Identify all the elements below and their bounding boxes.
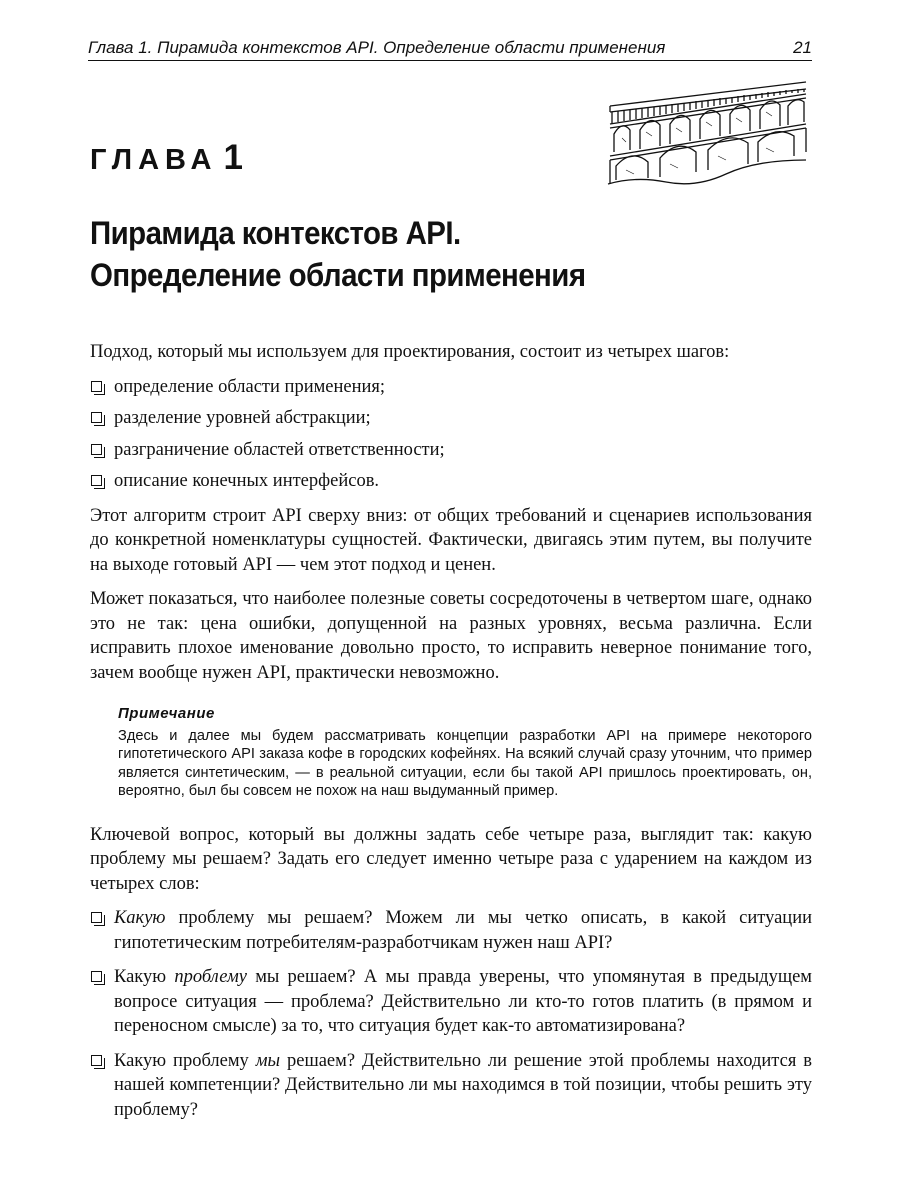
chapter-title-line1: Пирамида контекстов API. (90, 215, 461, 251)
list-item: описание конечных интерфейсов. (90, 469, 812, 494)
chapter-title-line2: Определение области применения (90, 257, 586, 293)
note-box (118, 705, 812, 801)
note-text: Здесь и далее мы будем рассматривать концепции разработки API на примере некоторого гипотетического API заказа кофе в городских кофейнях. На всякий случай сразу уточним, что пример является синтетическим, — в реальной ситуации, если бы такой API пришлось проектировать, он, вероятно, был бы совсем не похож на наш выдуманный пример. (118, 727, 812, 799)
note-heading: Примечание (118, 705, 215, 722)
checkbox-bullet-icon (91, 912, 102, 923)
paragraph-mistakes: Может показаться, что наиболее полезные советы сосредоточены в четвертом шаге, однако это не так: цена ошибки, допущенной на разных уровнях, весьма различна. Если исправить плохое именование довольно просто, то исправить неверное понимание того, зачем вообще нужен API, практически невозможно. (90, 589, 812, 683)
chapter-title (90, 212, 752, 296)
intro-paragraph: Подход, который мы используем для проектирования, состоит из четырех шагов: (90, 342, 730, 362)
checkbox-bullet-icon (91, 444, 102, 455)
checkbox-bullet-icon (91, 475, 102, 486)
checkbox-bullet-icon (91, 1055, 102, 1066)
list-item: Какую проблему мы решаем? Можем ли мы четко описать, в какой ситуации гипотетическим потребителям-разработчикам нужен наш API? (90, 906, 812, 955)
steps-list (90, 375, 812, 494)
aqueduct-illustration (606, 80, 812, 186)
chapter-word: ГЛАВА (90, 144, 218, 176)
checkbox-bullet-icon (91, 381, 102, 392)
paragraph-key-question: Ключевой вопрос, который вы должны задать себе четыре раза, выглядит так: какую проблему мы решаем? Задать его следует именно четыре раза с ударением на каждом из четырех слов: (90, 824, 812, 894)
running-title: Глава 1. Пирамида контекстов API. Определение области применения (88, 38, 666, 57)
body-text (90, 340, 812, 1132)
list-item: определение области применения; (90, 375, 812, 400)
list-item: разграничение областей ответственности; (90, 438, 812, 463)
list-item: разделение уровней абстракции; (90, 406, 812, 431)
checkbox-bullet-icon (91, 412, 102, 423)
page-number: 21 (793, 38, 812, 57)
list-item: Какую проблему мы решаем? Действительно ли решение этой проблемы находится в нашей компетенции? Действительно ли мы находимся в той позиции, чтобы решить эту проблему? (90, 1049, 812, 1123)
chapter-label (90, 138, 243, 178)
running-header (88, 38, 812, 61)
questions-list (90, 906, 812, 1122)
checkbox-bullet-icon (91, 971, 102, 982)
chapter-number: 1 (223, 138, 243, 177)
list-item: Какую проблему мы решаем? А мы правда уверены, что упомянутая в предыдущем вопросе ситуация — проблема? Действительно ли кто-то готов платить (в прямом и переносном смысле) за то, что ситуация будет как-то автоматизирована? (90, 965, 812, 1039)
paragraph-algorithm: Этот алгоритм строит API сверху вниз: от общих требований и сценариев использования до конкретной номенклатуры сущностей. Фактически, двигаясь этим путем, вы получите на выходе готовый API — чем этот подход и ценен. (90, 505, 812, 575)
